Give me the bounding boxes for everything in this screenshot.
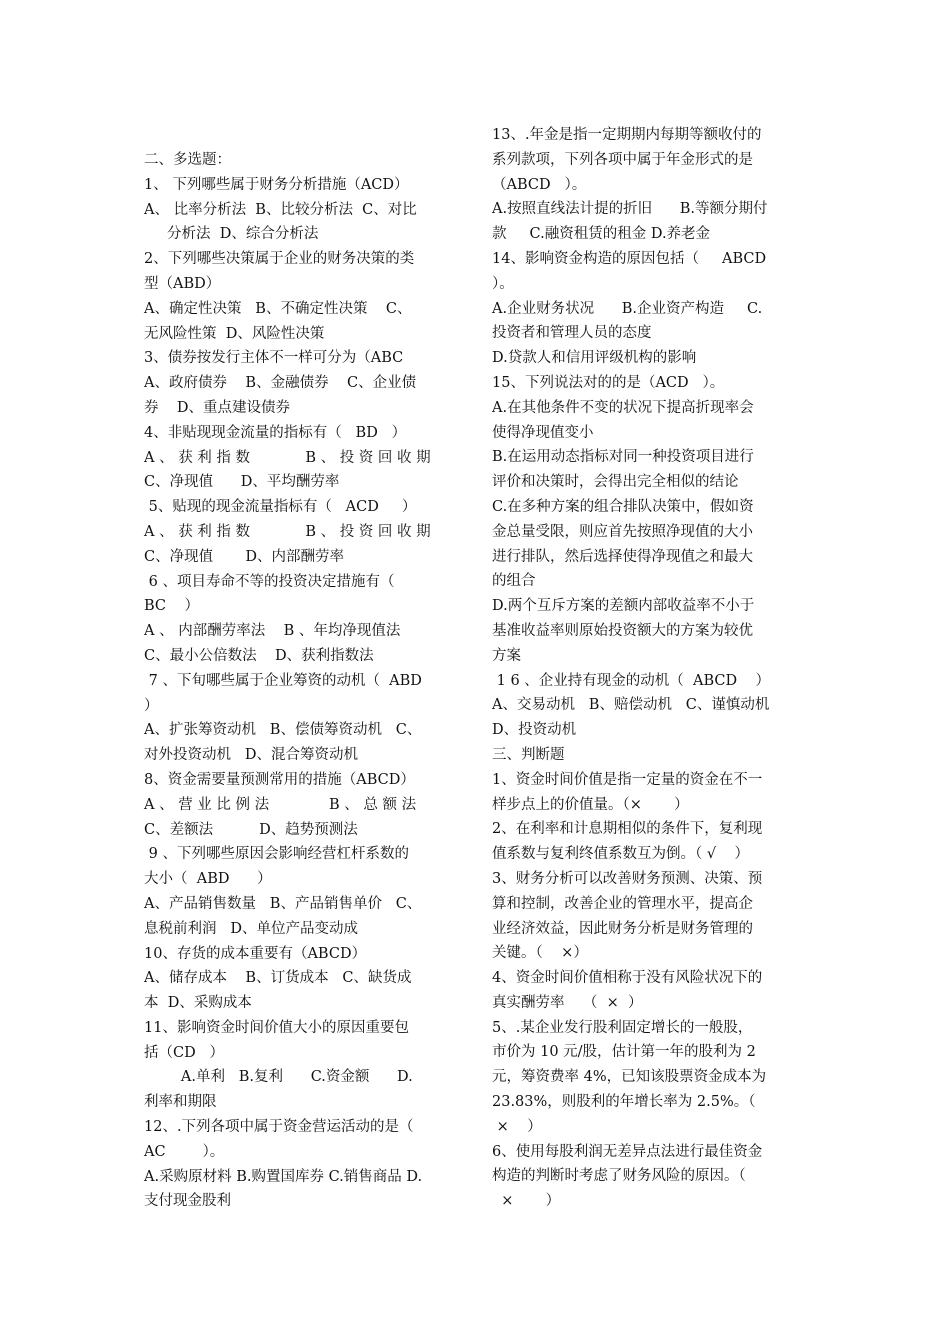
text-line: 使得净现值变小 <box>492 424 594 441</box>
text-line: ） <box>144 697 159 714</box>
text-line: 8、资金需要量预测常用的措施（ABCD） <box>144 771 415 788</box>
text-line: A 、 内部酬劳率法 B 、年均净现值法 <box>144 623 401 640</box>
text-line: 元，筹资费率 4%，已知该股票资金成本为 <box>492 1069 767 1086</box>
text-line: 1 6 、企业持有现金的动机（ ABCD ） <box>492 672 771 689</box>
text-line: 2、下列哪些决策属于企业的财务决策的类 <box>144 251 415 268</box>
text-line: 12、.下列各项中属于资金营运活动的是（ <box>144 1119 414 1136</box>
text-line: A.单利 B.复利 C.资金额 D. <box>144 1069 413 1086</box>
text-line: C、最小公倍数法 D、获利指数法 <box>144 647 374 664</box>
text-line: 构造的判断时考虑了财务风险的原因。（ <box>492 1168 746 1185</box>
text-line: 5、贴现的现金流量指标有（ ACD ） <box>144 499 417 516</box>
text-line: 金总量受限，则应首先按照净现值的大小 <box>492 523 753 540</box>
text-line: 算和控制，改善企业的管理水平，提高企 <box>492 895 753 912</box>
text-line: 5、.某企业发行股利固定增长的一般股， <box>492 1019 753 1036</box>
text-line: 本 D、采购成本 <box>144 995 252 1012</box>
text-line: 三、判断题 <box>492 746 565 763</box>
text-line: 基准收益率则原始投资额大的方案为较优 <box>492 622 753 639</box>
text-line: 4、非贴现现金流量的指标有（ BD ） <box>144 424 407 441</box>
text-line: × ） <box>492 1118 542 1135</box>
text-line: 的组合 <box>492 573 536 590</box>
text-line: 对外投资动机 D、混合筹资动机 <box>144 747 358 764</box>
text-line: C.在多种方案的组合排队决策中，假如资 <box>492 498 754 515</box>
text-line: 3、债券按发行主体不一样可分为（ABC <box>144 350 404 367</box>
text-line: （ABCD ）。 <box>492 176 587 193</box>
text-line: 系列款项，下列各项中属于年金形式的是 <box>492 151 753 168</box>
text-line: A.按照直线法计提的折旧 B.等额分期付 <box>492 201 768 218</box>
text-line: A 、 营 业 比 例 法 B 、 总 额 法 <box>144 796 417 813</box>
text-line: B.在运用动态指标对同一种投资项目进行 <box>492 449 754 466</box>
text-line: 1、资金时间价值是指一定量的资金在不一 <box>492 771 763 788</box>
text-line: 23.83%，则股利的年增长率为 2.5%。（ <box>492 1094 756 1111</box>
text-line: C、净现值 D、平均酬劳率 <box>144 474 340 491</box>
text-line: 券 D、重点建设债券 <box>144 399 291 416</box>
text-line: 样步点上的价值量。（× ） <box>492 796 689 813</box>
text-line: D.两个互斥方案的差额内部收益率不小于 <box>492 598 755 615</box>
text-line: 投资者和管理人员的态度 <box>492 325 652 342</box>
text-line: 真实酬劳率 （ × ） <box>492 994 643 1011</box>
text-line: 13、.年金是指一定期期内每期等额收付的 <box>492 127 762 143</box>
text-line: AC ）。 <box>144 1143 225 1160</box>
text-line: C、净现值 D、内部酬劳率 <box>144 548 344 565</box>
text-line: 4、资金时间价值相称于没有风险状况下的 <box>492 970 763 987</box>
text-line: 6 、项目寿命不等的投资决定措施有（ <box>144 573 395 590</box>
text-line: A.在其他条件不变的状况下提高折现率会 <box>492 399 754 416</box>
text-line: A 、 获 利 指 数 B 、 投 资 回 收 期 <box>144 449 431 466</box>
text-line: D.贷款人和信用评级机构的影响 <box>492 350 697 367</box>
text-line: C、差额法 D、趋势预测法 <box>144 821 358 838</box>
text-line: A、产品销售数量 B、产品销售单价 C、 <box>144 895 422 912</box>
text-line: × ） <box>492 1193 561 1210</box>
text-line: A、政府债券 B、金融债券 C、企业债 <box>144 375 417 392</box>
text-line: 2、在利率和计息期相似的条件下，复利现 <box>492 821 763 838</box>
text-line: 10、存货的成本重要有（ABCD） <box>144 945 367 962</box>
text-line: 括（CD ） <box>144 1044 225 1061</box>
text-line: 9 、下列哪些原因会影响经营杠杆系数的 <box>144 846 409 863</box>
text-line: 业经济效益，因此财务分析是财务管理的 <box>492 920 753 937</box>
text-line: A、 比率分析法 B、比较分析法 C、对比 <box>144 201 417 218</box>
text-line: A、扩张筹资动机 B、偿债筹资动机 C、 <box>144 722 422 739</box>
text-line: ）。 <box>492 275 514 292</box>
text-line: 方案 <box>492 647 521 664</box>
text-line: 进行排队，然后选择使得净现值之和最大 <box>492 548 753 565</box>
text-line: 值系数与复利终值系数互为倒。（ √ ） <box>492 846 750 863</box>
left-text-column <box>144 148 474 1214</box>
text-line: D、投资动机 <box>492 722 577 739</box>
right-text-column <box>492 123 814 1214</box>
text-line: 14、影响资金构造的原因包括（ ABCD <box>492 250 767 267</box>
text-line: 型（ABD） <box>144 275 221 292</box>
text-line: BC ） <box>144 598 199 615</box>
text-line: 评价和决策时，会得出完全相似的结论 <box>492 474 739 491</box>
text-line: A、交易动机 B、赔偿动机 C、谨慎动机 <box>492 697 770 714</box>
text-line: A、储存成本 B、订货成本 C、缺货成 <box>144 970 412 987</box>
text-line: 市价为 10 元/股，估计第一年的股利为 2 <box>492 1044 756 1061</box>
text-line: 6、使用每股利润无差异点法进行最佳资金 <box>492 1143 763 1160</box>
text-line: 大小（ ABD ） <box>144 871 272 888</box>
text-line: 关键。（ ×） <box>492 945 588 962</box>
text-line: 3、财务分析可以改善财务预测、决策、预 <box>492 870 763 887</box>
text-line: 7 、下旬哪些属于企业筹资的动机（ ABD <box>144 672 422 689</box>
text-line: A.采购原材料 B.购置国库券 C.销售商品 D. <box>144 1168 423 1185</box>
text-line: 15、下列说法对的的是（ACD ）。 <box>492 374 725 391</box>
text-line: A 、 获 利 指 数 B 、 投 资 回 收 期 <box>144 523 431 540</box>
text-line: 款 C.融资租赁的租金 D.养老金 <box>492 226 711 243</box>
text-line: 二、多选题： <box>144 152 231 168</box>
text-line: 分析法 D、综合分析法 <box>144 226 319 243</box>
text-line: A.企业财务状况 B.企业资产构造 C. <box>492 300 763 317</box>
text-line: 无风险性策 D、风险性决策 <box>144 325 325 342</box>
text-line: 息税前利润 D、单位产品变动成 <box>144 920 358 937</box>
text-line: 利率和期限 <box>144 1094 217 1111</box>
text-line: 11、影响资金时间价值大小的原因重要包 <box>144 1019 409 1036</box>
text-line: A、确定性决策 B、不确定性决策 C、 <box>144 300 412 317</box>
text-line: 1、 下列哪些属于财务分析措施（ACD） <box>144 176 409 193</box>
text-line: 支付现金股利 <box>144 1193 231 1210</box>
